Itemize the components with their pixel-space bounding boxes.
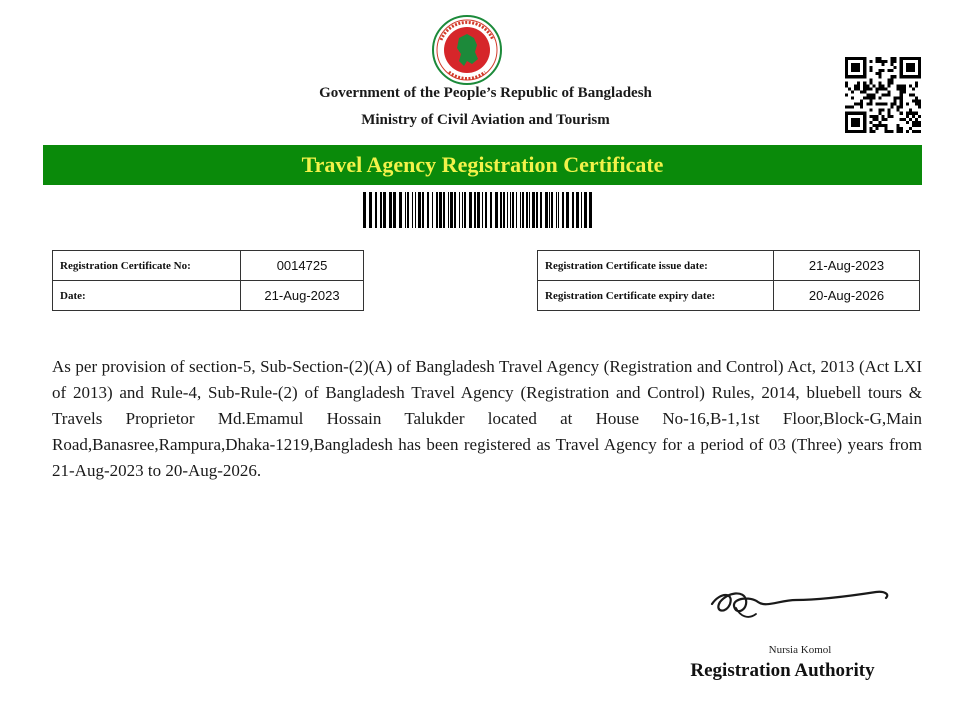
- table-row: [538, 281, 920, 311]
- table-row: [53, 251, 364, 281]
- certificate-number-table: [52, 250, 364, 311]
- government-seal-logo: [431, 14, 503, 86]
- certificate-no-label: Registration Certificate No:: [53, 251, 241, 281]
- certificate-title: Travel Agency Registration Certificate: [301, 152, 664, 177]
- date-value: 21-Aug-2023: [241, 281, 364, 311]
- date-label: Date:: [53, 281, 241, 311]
- table-row: [538, 251, 920, 281]
- ministry-title: Ministry of Civil Aviation and Tourism: [361, 112, 610, 128]
- certificate-body-text: As per provision of section-5, Sub-Section-(2)(A) of Bangladesh Travel Agency (Registration and Control) Act, 2013 (Act LXI of 2013) and Rule-4, Sub-Rule-(2) of Bangladesh Travel Agency (Registration and Control) Rules, 2014, bluebell tours & Travels Proprietor Md.Emamul Hossain Talukder located at House No-16,B-1,1st Floor,Block-G,Main Road,Banasree,Rampura,Dhaka-1219,Bangladesh has been registered as Travel Agency for a period of 03 (Three) years from 21-Aug-2023 to 20-Aug-2026.: [52, 357, 922, 480]
- table-row: [53, 281, 364, 311]
- certificate-no-value: 0014725: [241, 251, 364, 281]
- qr-code-icon: [845, 57, 921, 133]
- issue-date-label: Registration Certificate issue date:: [538, 251, 774, 281]
- registration-authority-title: Registration Authority: [690, 660, 875, 681]
- certificate-dates-table: [537, 250, 920, 311]
- issue-date-value: 21-Aug-2023: [774, 251, 920, 281]
- government-title: Government of the People’s Republic of Bangladesh: [319, 85, 652, 101]
- barcode-icon: [363, 192, 593, 228]
- certificate-title-banner: [43, 145, 922, 185]
- expiry-date-value: 20-Aug-2026: [774, 281, 920, 311]
- expiry-date-label: Registration Certificate expiry date:: [538, 281, 774, 311]
- signatory-name: Nursia Komol: [768, 644, 832, 656]
- signature-icon: [700, 578, 900, 628]
